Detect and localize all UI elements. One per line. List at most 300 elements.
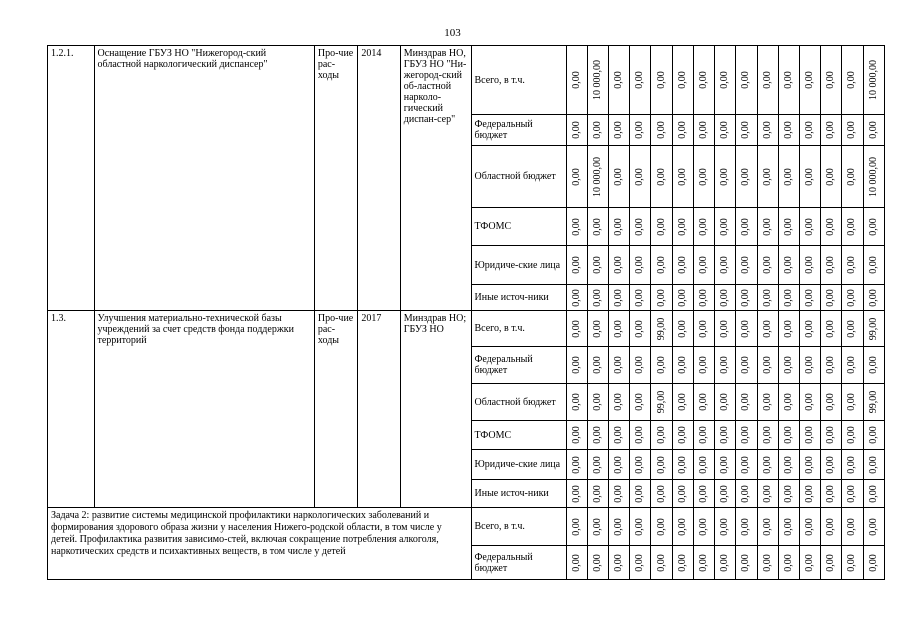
value-text: 0,00 — [613, 121, 625, 139]
value-text: 0,00 — [676, 393, 688, 411]
value-text: 0,00 — [613, 167, 625, 186]
value-text: 0,00 — [697, 426, 709, 444]
value-text: 0,00 — [719, 426, 731, 444]
value-text: 0,00 — [613, 553, 625, 572]
value-cell — [587, 46, 608, 115]
value-cell — [587, 146, 608, 208]
value-text: 0,00 — [740, 553, 752, 572]
value-text: 0,00 — [846, 356, 858, 374]
value-cell — [672, 347, 693, 384]
value-text: 0,00 — [676, 167, 688, 186]
value-cell — [757, 450, 778, 480]
source-cell: Областной бюджет — [471, 384, 566, 421]
value-text: 0,00 — [867, 356, 879, 374]
value-text: 0,00 — [634, 71, 646, 89]
value-text: 0,00 — [804, 393, 816, 411]
value-cell — [799, 508, 820, 546]
value-cell — [821, 46, 842, 115]
value-text: 0,00 — [719, 356, 731, 374]
value-text: 0,00 — [655, 256, 667, 274]
source-cell: Юридиче-ские лица — [471, 450, 566, 480]
value-text: 0,00 — [591, 319, 603, 338]
value-cell — [715, 246, 736, 285]
value-text: 0,00 — [719, 71, 731, 89]
value-cell — [566, 115, 587, 146]
value-cell — [630, 285, 651, 311]
value-text: 0,00 — [825, 484, 837, 503]
page-number: 103 — [444, 27, 461, 39]
value-cell — [693, 208, 714, 246]
value-cell — [799, 208, 820, 246]
source-cell: Областной бюджет — [471, 146, 566, 208]
value-cell — [799, 246, 820, 285]
expense-type-cell: Про-чие рас-ходы — [314, 46, 357, 311]
value-text: 0,00 — [655, 484, 667, 503]
value-cell — [715, 285, 736, 311]
value-text: 0,00 — [846, 517, 858, 536]
value-text: 0,00 — [761, 288, 773, 307]
value-cell — [587, 546, 608, 580]
value-text: 0,00 — [846, 217, 858, 236]
value-text: 0,00 — [613, 517, 625, 536]
value-cell — [842, 384, 863, 421]
value-text: 0,00 — [634, 256, 646, 274]
value-cell — [693, 285, 714, 311]
value-cell — [651, 46, 672, 115]
source-cell: Иные источ-ники — [471, 480, 566, 508]
value-cell — [608, 450, 629, 480]
value-text: 0,00 — [782, 256, 794, 274]
value-cell — [821, 347, 842, 384]
source-cell: Всего, в т.ч. — [471, 46, 566, 115]
value-cell — [566, 480, 587, 508]
value-text: 0,00 — [846, 455, 858, 474]
executor-cell: Минздрав НО; ГБУЗ НО — [400, 311, 471, 508]
value-text: 0,00 — [655, 71, 667, 89]
value-text: 0,00 — [782, 484, 794, 503]
value-text: 0,00 — [676, 256, 688, 274]
value-text: 0,00 — [591, 484, 603, 503]
value-cell — [715, 508, 736, 546]
value-cell — [672, 384, 693, 421]
value-cell — [587, 450, 608, 480]
value-cell — [587, 208, 608, 246]
value-text: 0,00 — [655, 356, 667, 374]
value-cell — [736, 285, 757, 311]
value-cell — [630, 46, 651, 115]
value-text: 0,00 — [697, 393, 709, 411]
value-cell — [651, 285, 672, 311]
value-cell — [587, 508, 608, 546]
value-text: 0,00 — [697, 319, 709, 338]
value-cell — [608, 115, 629, 146]
value-text: 0,00 — [825, 553, 837, 572]
value-text: 0,00 — [740, 517, 752, 536]
value-cell — [672, 46, 693, 115]
value-text: 0,00 — [804, 288, 816, 307]
value-text: 0,00 — [591, 455, 603, 474]
value-cell — [821, 115, 842, 146]
value-cell — [799, 546, 820, 580]
value-text: 0,00 — [782, 288, 794, 307]
value-text: 0,00 — [591, 217, 603, 236]
value-text: 0,00 — [719, 484, 731, 503]
value-text: 0,00 — [634, 217, 646, 236]
value-cell — [566, 311, 587, 347]
value-cell — [651, 146, 672, 208]
item-name-cell: Улучшения материально-технической базы учреждений за счет средств фонда поддержки территорий — [94, 311, 314, 508]
value-text: 0,00 — [697, 484, 709, 503]
value-text: 0,00 — [782, 517, 794, 536]
value-text: 0,00 — [655, 288, 667, 307]
value-text: 0,00 — [697, 356, 709, 374]
value-text: 0,00 — [761, 426, 773, 444]
value-text: 0,00 — [825, 167, 837, 186]
value-text: 0,00 — [676, 288, 688, 307]
value-cell — [842, 285, 863, 311]
value-cell — [587, 311, 608, 347]
value-cell — [566, 46, 587, 115]
value-text: 0,00 — [740, 288, 752, 307]
value-text: 0,00 — [697, 217, 709, 236]
value-text: 0,00 — [570, 167, 582, 186]
value-cell — [863, 546, 884, 580]
source-cell: Федеральный бюджет — [471, 546, 566, 580]
value-cell — [566, 421, 587, 450]
value-text: 0,00 — [825, 426, 837, 444]
value-cell — [821, 146, 842, 208]
year-cell: 2014 — [358, 46, 400, 311]
value-text: 0,00 — [655, 517, 667, 536]
value-text: 0,00 — [570, 71, 582, 89]
value-cell — [587, 347, 608, 384]
value-text: 0,00 — [719, 167, 731, 186]
value-text: 0,00 — [719, 319, 731, 338]
value-text: 0,00 — [591, 256, 603, 274]
table-row — [48, 508, 885, 546]
value-cell — [842, 546, 863, 580]
value-cell — [715, 480, 736, 508]
source-cell: ТФОМС — [471, 208, 566, 246]
value-cell — [566, 508, 587, 546]
value-text: 0,00 — [740, 426, 752, 444]
value-text: 0,00 — [676, 319, 688, 338]
value-text: 0,00 — [719, 217, 731, 236]
value-text: 0,00 — [761, 121, 773, 139]
value-cell — [863, 347, 884, 384]
value-text: 0,00 — [846, 484, 858, 503]
value-text: 0,00 — [846, 71, 858, 89]
value-text: 0,00 — [697, 71, 709, 89]
value-cell — [715, 384, 736, 421]
value-cell — [630, 115, 651, 146]
value-text: 0,00 — [613, 393, 625, 411]
value-cell — [608, 347, 629, 384]
value-cell — [757, 384, 778, 421]
value-cell — [630, 508, 651, 546]
value-text: 0,00 — [740, 167, 752, 186]
value-text: 0,00 — [634, 393, 646, 411]
value-text: 0,00 — [825, 455, 837, 474]
value-text: 0,00 — [613, 455, 625, 474]
value-text: 0,00 — [613, 71, 625, 89]
value-text: 0,00 — [782, 553, 794, 572]
value-text: 99,00 — [655, 390, 667, 414]
value-text: 0,00 — [740, 455, 752, 474]
value-cell — [736, 347, 757, 384]
value-text: 0,00 — [761, 319, 773, 338]
value-cell — [821, 285, 842, 311]
value-cell — [842, 208, 863, 246]
value-cell — [778, 246, 799, 285]
value-text: 0,00 — [846, 319, 858, 338]
value-cell — [863, 508, 884, 546]
value-text: 0,00 — [676, 553, 688, 572]
value-cell — [651, 508, 672, 546]
value-text: 0,00 — [676, 121, 688, 139]
value-text: 0,00 — [867, 517, 879, 536]
value-cell — [821, 384, 842, 421]
value-text: 0,00 — [676, 455, 688, 474]
value-cell — [757, 146, 778, 208]
value-text: 0,00 — [804, 356, 816, 374]
value-text: 0,00 — [591, 553, 603, 572]
value-cell — [778, 311, 799, 347]
value-text: 0,00 — [846, 121, 858, 139]
value-cell — [821, 421, 842, 450]
value-cell — [715, 46, 736, 115]
value-cell — [842, 311, 863, 347]
value-cell — [715, 546, 736, 580]
value-text: 0,00 — [655, 167, 667, 186]
value-cell — [693, 450, 714, 480]
value-text: 0,00 — [782, 319, 794, 338]
value-cell — [863, 285, 884, 311]
value-text: 0,00 — [825, 256, 837, 274]
value-cell — [693, 508, 714, 546]
value-cell — [715, 450, 736, 480]
value-text: 0,00 — [676, 71, 688, 89]
value-text: 0,00 — [570, 393, 582, 411]
value-cell — [757, 480, 778, 508]
value-cell — [863, 115, 884, 146]
value-cell — [630, 480, 651, 508]
value-text: 0,00 — [570, 356, 582, 374]
value-text: 10 000,00 — [867, 60, 879, 100]
value-cell — [608, 421, 629, 450]
item-name-cell: Оснащение ГБУЗ НО "Нижегород-ский областной наркологический диспансер" — [94, 46, 314, 311]
value-cell — [799, 146, 820, 208]
value-text: 0,00 — [804, 553, 816, 572]
value-cell — [821, 508, 842, 546]
value-text: 0,00 — [570, 426, 582, 444]
value-cell — [630, 421, 651, 450]
value-cell — [715, 115, 736, 146]
value-text: 0,00 — [570, 455, 582, 474]
source-cell: Всего, в т.ч. — [471, 508, 566, 546]
value-cell — [736, 115, 757, 146]
value-text: 0,00 — [591, 517, 603, 536]
expense-type-cell: Про-чие рас-ходы — [314, 311, 357, 508]
value-text: 0,00 — [761, 256, 773, 274]
source-cell: Юридиче-ские лица — [471, 246, 566, 285]
value-cell — [842, 146, 863, 208]
value-text: 99,00 — [867, 317, 879, 340]
value-cell — [863, 421, 884, 450]
value-cell — [736, 46, 757, 115]
value-text: 0,00 — [570, 319, 582, 338]
value-cell — [736, 508, 757, 546]
value-text: 0,00 — [613, 484, 625, 503]
value-cell — [757, 347, 778, 384]
value-cell — [651, 384, 672, 421]
value-cell — [651, 246, 672, 285]
value-text: 0,00 — [740, 71, 752, 89]
value-cell — [778, 115, 799, 146]
value-cell — [608, 546, 629, 580]
value-text: 0,00 — [825, 217, 837, 236]
value-cell — [863, 46, 884, 115]
value-text: 0,00 — [591, 288, 603, 307]
value-text: 0,00 — [676, 484, 688, 503]
value-text: 0,00 — [634, 121, 646, 139]
value-cell — [630, 208, 651, 246]
value-text: 0,00 — [634, 517, 646, 536]
value-cell — [587, 421, 608, 450]
value-cell — [672, 311, 693, 347]
value-cell — [757, 508, 778, 546]
value-cell — [608, 46, 629, 115]
value-text: 0,00 — [655, 553, 667, 572]
value-text: 0,00 — [867, 484, 879, 503]
value-cell — [651, 347, 672, 384]
value-text: 0,00 — [740, 217, 752, 236]
value-cell — [715, 146, 736, 208]
value-text: 0,00 — [591, 121, 603, 139]
value-cell — [799, 480, 820, 508]
value-cell — [630, 546, 651, 580]
value-cell — [842, 480, 863, 508]
value-cell — [757, 46, 778, 115]
value-cell — [821, 450, 842, 480]
source-cell: ТФОМС — [471, 421, 566, 450]
value-text: 0,00 — [782, 217, 794, 236]
value-cell — [608, 146, 629, 208]
value-text: 0,00 — [782, 455, 794, 474]
value-text: 0,00 — [655, 217, 667, 236]
value-cell — [778, 508, 799, 546]
value-cell — [672, 508, 693, 546]
value-text: 0,00 — [719, 288, 731, 307]
value-cell — [693, 311, 714, 347]
value-cell — [778, 46, 799, 115]
value-cell — [651, 208, 672, 246]
value-cell — [799, 421, 820, 450]
value-cell — [587, 384, 608, 421]
value-cell — [757, 115, 778, 146]
value-cell — [821, 546, 842, 580]
value-text: 0,00 — [846, 426, 858, 444]
value-cell — [587, 246, 608, 285]
value-text: 0,00 — [825, 356, 837, 374]
value-text: 0,00 — [867, 288, 879, 307]
value-cell — [693, 46, 714, 115]
value-cell — [651, 450, 672, 480]
value-cell — [693, 246, 714, 285]
value-cell — [736, 546, 757, 580]
value-text: 0,00 — [804, 455, 816, 474]
value-cell — [778, 384, 799, 421]
source-cell: Иные источ-ники — [471, 285, 566, 311]
value-text: 0,00 — [634, 426, 646, 444]
value-text: 0,00 — [634, 455, 646, 474]
value-text: 0,00 — [613, 256, 625, 274]
value-cell — [757, 208, 778, 246]
value-text: 0,00 — [570, 256, 582, 274]
value-text: 0,00 — [570, 553, 582, 572]
value-text: 0,00 — [697, 256, 709, 274]
value-cell — [799, 347, 820, 384]
value-cell — [587, 115, 608, 146]
value-text: 0,00 — [719, 121, 731, 139]
value-text: 0,00 — [613, 426, 625, 444]
value-text: 0,00 — [761, 484, 773, 503]
value-text: 0,00 — [613, 288, 625, 307]
value-text: 0,00 — [804, 167, 816, 186]
value-cell — [672, 208, 693, 246]
value-cell — [672, 450, 693, 480]
source-cell: Всего, в т.ч. — [471, 311, 566, 347]
value-cell — [566, 146, 587, 208]
value-cell — [672, 285, 693, 311]
value-text: 0,00 — [804, 319, 816, 338]
value-text: 0,00 — [634, 319, 646, 338]
value-cell — [608, 246, 629, 285]
value-cell — [630, 450, 651, 480]
value-text: 0,00 — [570, 484, 582, 503]
value-text: 0,00 — [825, 288, 837, 307]
value-cell — [651, 311, 672, 347]
value-cell — [566, 450, 587, 480]
value-cell — [799, 311, 820, 347]
value-cell — [693, 347, 714, 384]
value-cell — [842, 246, 863, 285]
value-cell — [736, 208, 757, 246]
value-cell — [651, 546, 672, 580]
value-text: 0,00 — [782, 121, 794, 139]
value-cell — [757, 285, 778, 311]
value-cell — [608, 508, 629, 546]
value-text: 0,00 — [655, 455, 667, 474]
table-row — [48, 46, 885, 115]
value-cell — [863, 146, 884, 208]
executor-cell: Минздрав НО, ГБУЗ НО "Ни-жегород-ский об-ластной нарколо-гический диспан-сер" — [400, 46, 471, 311]
value-text: 0,00 — [761, 356, 773, 374]
value-cell — [778, 546, 799, 580]
value-text: 0,00 — [719, 455, 731, 474]
value-text: 0,00 — [740, 256, 752, 274]
value-text: 0,00 — [655, 121, 667, 139]
value-text: 0,00 — [591, 393, 603, 411]
value-cell — [672, 246, 693, 285]
value-text: 0,00 — [697, 121, 709, 139]
value-text: 0,00 — [570, 517, 582, 536]
value-cell — [799, 46, 820, 115]
value-text: 0,00 — [719, 553, 731, 572]
value-cell — [651, 421, 672, 450]
value-cell — [863, 480, 884, 508]
value-cell — [842, 46, 863, 115]
